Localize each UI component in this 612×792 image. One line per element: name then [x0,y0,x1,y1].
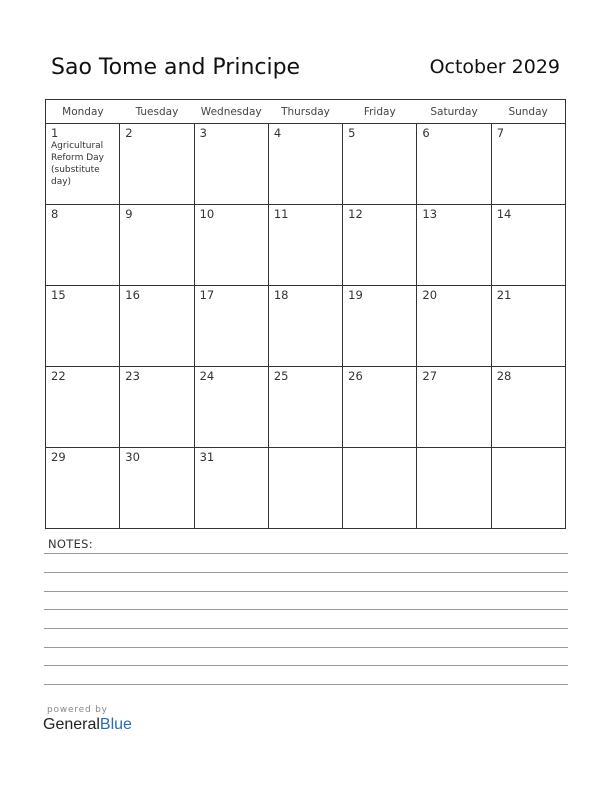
day-number: 24 [199,369,215,383]
day-cell [120,367,194,448]
calendar-month-year: October 2029 [429,56,560,78]
day-cell [343,367,417,448]
day-cell [491,367,565,448]
day-number: 4 [273,126,282,140]
holiday-label: Agricultural [51,141,104,151]
day-cell [268,124,342,205]
note-line [44,572,568,573]
holiday-label: Reform Day [51,153,105,163]
notes-label: NOTES: [48,537,93,551]
day-number: 15 [51,288,66,302]
day-number: 7 [496,126,505,140]
day-number: 22 [51,369,66,383]
day-cell [417,124,491,205]
day-number: 19 [348,288,363,302]
week-row [46,367,566,448]
day-cell [491,205,565,286]
day-cell [120,124,194,205]
day-number: 17 [199,288,215,302]
day-number: 1 [51,126,59,140]
note-line [44,628,568,629]
weekday-header-row [46,100,566,124]
empty-day-cell [343,448,417,529]
empty-day-cell [268,448,342,529]
day-number: 6 [422,126,430,140]
day-cell [194,124,268,205]
weekday-friday: Friday [343,100,417,124]
day-cell [343,205,417,286]
day-number: 25 [273,369,289,383]
day-cell [491,286,565,367]
day-cell [120,286,194,367]
day-number: 21 [496,288,512,302]
day-cell [46,124,120,205]
day-number: 12 [348,207,363,221]
day-cell [46,286,120,367]
day-number: 29 [51,450,66,464]
day-cell [491,124,565,205]
day-number: 2 [125,126,133,140]
day-cell [417,286,491,367]
week-row [46,124,566,205]
weekday-thursday: Thursday [268,100,342,124]
day-cell [194,448,268,529]
day-number: 31 [199,450,215,464]
week-row [46,286,566,367]
note-line [44,553,568,554]
note-line [44,665,568,666]
day-number: 5 [348,126,356,140]
brand-blue: Blue [99,716,132,733]
day-number: 28 [496,369,512,383]
note-line [44,609,568,610]
week-row [46,448,566,529]
day-number: 27 [422,369,438,383]
day-cell [194,367,268,448]
day-cell [417,205,491,286]
day-cell [120,448,194,529]
week-row [46,205,566,286]
day-cell [268,205,342,286]
empty-day-cell [417,448,491,529]
day-cell [194,205,268,286]
day-number: 3 [199,126,207,140]
calendar-title: Sao Tome and Principe [51,55,301,80]
day-cell [194,286,268,367]
weekday-saturday: Saturday [417,100,491,124]
empty-day-cell [491,448,565,529]
calendar-body [46,124,566,529]
day-cell [268,367,342,448]
day-cell [46,448,120,529]
day-number: 23 [125,369,140,383]
day-number: 14 [496,207,512,221]
day-number: 10 [199,207,215,221]
day-number: 20 [422,288,438,302]
note-line [44,591,568,592]
day-number: 9 [125,207,133,221]
brand-general: General [43,716,100,733]
day-number: 16 [125,288,140,302]
day-cell [46,367,120,448]
day-number: 26 [348,369,363,383]
day-number: 11 [273,207,289,221]
day-number: 13 [422,207,438,221]
day-cell [343,286,417,367]
day-number: 30 [125,450,140,464]
weekday-wednesday: Wednesday [194,100,268,124]
day-cell [343,124,417,205]
powered-by-text: powered by [47,705,108,715]
day-number: 8 [51,207,59,221]
weekday-tuesday: Tuesday [120,100,194,124]
holiday-label: day) [51,177,72,187]
holiday-label: (substitute [51,165,100,175]
day-cell [46,205,120,286]
day-number: 18 [273,288,289,302]
day-cell [268,286,342,367]
weekday-sunday: Sunday [491,100,565,124]
note-line [44,684,568,685]
generalblue-logo[interactable] [43,716,132,734]
note-line [44,647,568,648]
calendar-grid [45,99,566,529]
weekday-monday: Monday [46,100,120,124]
day-cell [120,205,194,286]
day-cell [417,367,491,448]
